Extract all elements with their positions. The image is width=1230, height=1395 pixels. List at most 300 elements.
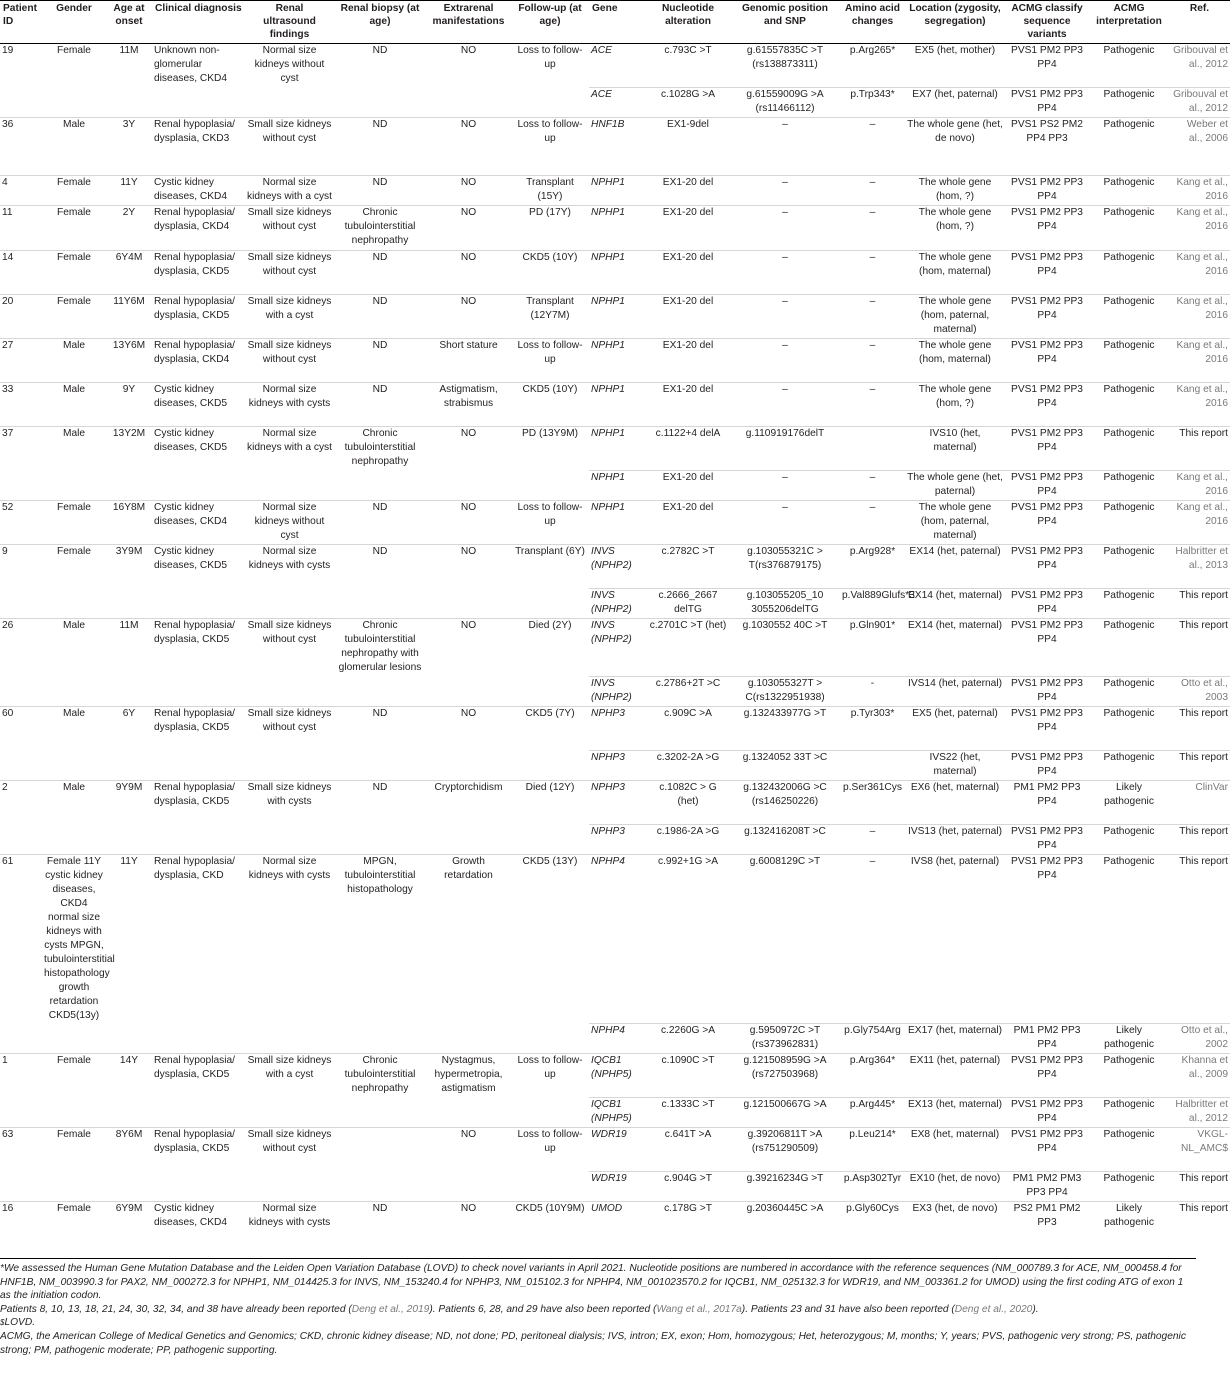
cell-extrarenal: NO (426, 251, 511, 295)
cell-nucleotide: c.2666_2667 delTG (646, 589, 730, 619)
cell-gender: Female 11Y cystic kidney diseases, CKD4 normal size kidneys with cysts MPGN, tubulointerstitial histopathology growth retardation CKD5(13y) (42, 855, 106, 1024)
cell-interpretation: Pathogenic (1089, 501, 1169, 545)
table-row (0, 176, 1230, 206)
table-body (0, 44, 1230, 1242)
cell-ref[interactable]: This report (1169, 825, 1230, 855)
cell-diagnosis: Cystic kidney diseases, CKD5 (152, 383, 245, 427)
table-row (0, 295, 1230, 339)
cell-interpretation: Pathogenic (1089, 471, 1169, 501)
cell-acmg: PM1 PM2 PM3 PP3 PP4 (1005, 1172, 1089, 1202)
cell-ref[interactable]: This report (1169, 589, 1230, 619)
cell-gender: Male (42, 781, 106, 825)
cell-ref[interactable]: Gribouval et al., 2012 (1169, 44, 1230, 88)
cell-biopsy: MPGN, tubulointerstitial histopathology (334, 855, 426, 1024)
cell-ref[interactable]: This report (1169, 619, 1230, 677)
cell-diagnosis: Cystic kidney diseases, CKD4 (152, 1202, 245, 1242)
cell-nucleotide: c.1333C >T (646, 1098, 730, 1128)
header-renal-biopsy: Renal biopsy (at age) (334, 1, 426, 44)
cell-amino-acid: p.Ser361Cys (840, 781, 905, 825)
cell-amino-acid: – (840, 471, 905, 501)
cell-extrarenal (426, 589, 511, 619)
cell-amino-acid: – (840, 383, 905, 427)
cell-acmg: PVS1 PM2 PP3 PP4 (1005, 1054, 1089, 1098)
cell-amino-acid: p.Arg445* (840, 1098, 905, 1128)
cell-age (106, 1024, 152, 1054)
cell-interpretation: Pathogenic (1089, 427, 1169, 471)
cell-location: The whole gene (hom, ?) (905, 383, 1005, 427)
cell-diagnosis: Cystic kidney diseases, CKD5 (152, 427, 245, 471)
cell-extrarenal (426, 677, 511, 707)
cell-ultrasound (245, 88, 334, 118)
cell-genomic: – (730, 339, 840, 383)
cell-gene: WDR19 (589, 1128, 646, 1172)
cell-extrarenal (426, 88, 511, 118)
cell-acmg: PVS1 PM2 PP3 PP4 (1005, 1128, 1089, 1172)
cell-acmg: PVS1 PM2 PP3 PP4 (1005, 88, 1089, 118)
cell-genomic: g.110919176delT (730, 427, 840, 471)
cell-interpretation: Pathogenic (1089, 1098, 1169, 1128)
cell-amino-acid: – (840, 855, 905, 1024)
cell-interpretation: Pathogenic (1089, 44, 1169, 88)
cell-ultrasound: Normal size kidneys with cysts (245, 545, 334, 589)
header-amino-acid: Amino acid changes (840, 1, 905, 44)
cell-patient-id: 61 (0, 855, 42, 1024)
cell-gender: Male (42, 383, 106, 427)
cell-extrarenal: Astigmatism, strabismus (426, 383, 511, 427)
cell-ref[interactable]: Halbritter et al., 2013 (1169, 545, 1230, 589)
cell-location: The whole gene (hom, paternal, maternal) (905, 295, 1005, 339)
ref-link[interactable]: Deng et al., 2020 (954, 1303, 1033, 1315)
cell-patient-id: 27 (0, 339, 42, 383)
cell-diagnosis: Renal hypoplasia/ dysplasia, CKD5 (152, 1054, 245, 1098)
cell-biopsy: ND (334, 1202, 426, 1242)
cell-gender (42, 589, 106, 619)
cell-ref[interactable]: This report (1169, 707, 1230, 751)
cell-interpretation: Pathogenic (1089, 589, 1169, 619)
cell-gene: IQCB1 (NPHP5) (589, 1054, 646, 1098)
cell-gene: INVS (NPHP2) (589, 589, 646, 619)
header-gender: Gender (42, 1, 106, 44)
cell-patient-id (0, 1024, 42, 1054)
cell-amino-acid (840, 427, 905, 471)
cell-gene: WDR19 (589, 1172, 646, 1202)
cell-interpretation: Pathogenic (1089, 707, 1169, 751)
cell-biopsy: Chronic tubulointerstitial nephropathy with glomerular lesions (334, 619, 426, 677)
cell-follow-up: PD (17Y) (511, 206, 589, 251)
cell-biopsy: ND (334, 339, 426, 383)
cell-interpretation: Pathogenic (1089, 339, 1169, 383)
cell-ref[interactable]: Gribouval et al., 2012 (1169, 88, 1230, 118)
cell-age: 9Y9M (106, 781, 152, 825)
cell-biopsy: ND (334, 118, 426, 176)
table-row (0, 619, 1230, 677)
cell-extrarenal: NO (426, 295, 511, 339)
cell-acmg: PVS1 PM2 PP3 PP4 (1005, 44, 1089, 88)
cell-extrarenal (426, 825, 511, 855)
cell-nucleotide: c.178G >T (646, 1202, 730, 1242)
cell-genomic: – (730, 471, 840, 501)
cell-gender: Female (42, 295, 106, 339)
cell-acmg: PVS1 PM2 PP3 PP4 (1005, 751, 1089, 781)
cell-acmg: PM1 PM2 PP3 PP4 (1005, 781, 1089, 825)
cell-ref[interactable]: Weber et al., 2006 (1169, 118, 1230, 176)
cell-interpretation: Pathogenic (1089, 677, 1169, 707)
cell-interpretation: Pathogenic (1089, 751, 1169, 781)
table-row (0, 677, 1230, 707)
footnote-abbreviations: ACMG, the American College of Medical Genetics and Genomics; CKD, chronic kidney disease; ND, not done; PD, peritoneal dialysis; IVS, intron; EX, exon; Hom, homozygous; Het, heterozygous; M, months; Y, years; PVS, pathogenic very strong; PS, pathogenic strong; PM, pathogenic moderate; PP, pathogenic supporting. (0, 1330, 1186, 1356)
cell-diagnosis: Renal hypoplasia/ dysplasia, CKD5 (152, 781, 245, 825)
table-row (0, 339, 1230, 383)
cell-gender: Male (42, 427, 106, 471)
cell-gene: NPHP4 (589, 1024, 646, 1054)
cell-age: 11Y (106, 176, 152, 206)
cell-age: 11Y (106, 855, 152, 1024)
cell-ref[interactable]: This report (1169, 751, 1230, 781)
cell-follow-up (511, 751, 589, 781)
cell-gender: Male (42, 707, 106, 751)
cell-nucleotide: c.3202-2A >G (646, 751, 730, 781)
header-gene: Gene (589, 1, 646, 44)
cell-follow-up (511, 677, 589, 707)
cell-interpretation: Pathogenic (1089, 88, 1169, 118)
cell-nucleotide: EX1-20 del (646, 206, 730, 251)
cell-genomic: g.39206811T >A (rs751290509) (730, 1128, 840, 1172)
cell-patient-id (0, 1098, 42, 1128)
cell-diagnosis (152, 1098, 245, 1128)
cell-extrarenal (426, 1098, 511, 1128)
cell-nucleotide: c.1122+4 delA (646, 427, 730, 471)
cell-diagnosis (152, 589, 245, 619)
cell-acmg: PVS1 PM2 PP3 PP4 (1005, 589, 1089, 619)
cell-patient-id: 1 (0, 1054, 42, 1098)
cell-acmg: PVS1 PM2 PP3 PP4 (1005, 383, 1089, 427)
cell-nucleotide: c.1986-2A >G (646, 825, 730, 855)
cell-extrarenal: Short stature (426, 339, 511, 383)
table-header-row (0, 1, 1230, 44)
cell-patient-id: 14 (0, 251, 42, 295)
cell-interpretation: Pathogenic (1089, 118, 1169, 176)
cell-extrarenal: NO (426, 176, 511, 206)
cell-interpretation: Pathogenic (1089, 1128, 1169, 1172)
cell-follow-up (511, 1024, 589, 1054)
cell-follow-up: CKD5 (7Y) (511, 707, 589, 751)
cell-amino-acid: p.Gly754Arg (840, 1024, 905, 1054)
cell-location: IVS10 (het, maternal) (905, 427, 1005, 471)
cell-ultrasound: Small size kidneys without cyst (245, 339, 334, 383)
cell-follow-up: PD (13Y9M) (511, 427, 589, 471)
cell-gender: Female (42, 251, 106, 295)
cell-extrarenal: NO (426, 501, 511, 545)
cell-diagnosis: Renal hypoplasia/ dysplasia, CKD4 (152, 339, 245, 383)
cell-ultrasound: Small size kidneys without cyst (245, 118, 334, 176)
cell-age (106, 1098, 152, 1128)
cell-extrarenal (426, 751, 511, 781)
cell-diagnosis: Renal hypoplasia/ dysplasia, CKD5 (152, 619, 245, 677)
cell-extrarenal: NO (426, 206, 511, 251)
cell-ultrasound: Normal size kidneys with cysts (245, 383, 334, 427)
cell-genomic: – (730, 206, 840, 251)
cell-biopsy: ND (334, 251, 426, 295)
cell-location: The whole gene (hom, maternal) (905, 251, 1005, 295)
cell-diagnosis (152, 751, 245, 781)
cell-genomic: – (730, 118, 840, 176)
cell-ref[interactable]: Kang et al., 2016 (1169, 295, 1230, 339)
cell-nucleotide: c.909C >A (646, 707, 730, 751)
cell-age (106, 589, 152, 619)
cell-gene: NPHP1 (589, 471, 646, 501)
cell-interpretation: Pathogenic (1089, 383, 1169, 427)
cell-acmg: PVS1 PM2 PP3 PP4 (1005, 176, 1089, 206)
cell-acmg: PVS1 PM2 PP3 PP4 (1005, 677, 1089, 707)
cell-ref[interactable]: Halbritter et al., 2012 (1169, 1098, 1230, 1128)
cell-gender (42, 751, 106, 781)
cell-amino-acid: – (840, 825, 905, 855)
cell-amino-acid: p.Gln901* (840, 619, 905, 677)
cell-genomic: – (730, 295, 840, 339)
cell-age: 9Y (106, 383, 152, 427)
cell-acmg: PVS1 PM2 PP3 PP4 (1005, 427, 1089, 471)
cell-ref[interactable]: This report (1169, 427, 1230, 471)
cell-patient-id: 4 (0, 176, 42, 206)
cell-ref[interactable]: Kang et al., 2016 (1169, 339, 1230, 383)
cell-genomic: g.39216234G >T (730, 1172, 840, 1202)
cell-ref[interactable]: Kang et al., 2016 (1169, 176, 1230, 206)
cell-gene: INVS (NPHP2) (589, 677, 646, 707)
cell-biopsy (334, 1172, 426, 1202)
header-clinical-diagnosis: Clinical diagnosis (152, 1, 245, 44)
cell-amino-acid: – (840, 206, 905, 251)
cell-ref[interactable]: This report (1169, 1202, 1230, 1242)
table-row (0, 471, 1230, 501)
cell-acmg: PM1 PM2 PP3 PP4 (1005, 1024, 1089, 1054)
cell-follow-up: Transplant (6Y) (511, 545, 589, 589)
cell-nucleotide: EX1-20 del (646, 501, 730, 545)
cell-follow-up: Died (2Y) (511, 619, 589, 677)
cell-ref[interactable]: Kang et al., 2016 (1169, 251, 1230, 295)
cell-follow-up: Transplant (15Y) (511, 176, 589, 206)
cell-gene: NPHP3 (589, 751, 646, 781)
cell-location: EX14 (het, paternal) (905, 545, 1005, 589)
cell-follow-up (511, 589, 589, 619)
cell-diagnosis (152, 677, 245, 707)
table-row (0, 1098, 1230, 1128)
cell-diagnosis (152, 1024, 245, 1054)
ref-link[interactable]: Wang et al., 2017a (656, 1303, 742, 1315)
cell-follow-up (511, 825, 589, 855)
cell-gene: NPHP4 (589, 855, 646, 1024)
header-acmg-classify: ACMG classify sequence variants (1005, 1, 1089, 44)
cell-age (106, 751, 152, 781)
cell-nucleotide: EX1-20 del (646, 471, 730, 501)
cell-extrarenal: Nystagmus, hypermetropia, astigmatism (426, 1054, 511, 1098)
cell-interpretation: Pathogenic (1089, 176, 1169, 206)
cell-ref[interactable]: Kang et al., 2016 (1169, 383, 1230, 427)
cell-patient-id: 11 (0, 206, 42, 251)
cell-ref[interactable]: Otto et al., 2002 (1169, 1024, 1230, 1054)
cell-nucleotide: EX1-20 del (646, 295, 730, 339)
cell-interpretation: Pathogenic (1089, 825, 1169, 855)
cell-ultrasound: Normal size kidneys with cysts (245, 855, 334, 1024)
cell-diagnosis (152, 471, 245, 501)
cell-nucleotide: c.1082C > G (het) (646, 781, 730, 825)
cell-patient-id (0, 751, 42, 781)
cell-patient-id: 52 (0, 501, 42, 545)
cell-ultrasound: Small size kidneys without cyst (245, 707, 334, 751)
header-ref: Ref. (1169, 1, 1230, 44)
cell-ref[interactable]: Kang et al., 2016 (1169, 471, 1230, 501)
cell-follow-up: Loss to follow-up (511, 339, 589, 383)
cell-diagnosis (152, 825, 245, 855)
cell-acmg: PVS1 PM2 PP3 PP4 (1005, 545, 1089, 589)
cell-extrarenal: NO (426, 1202, 511, 1242)
cell-nucleotide: c.2782C >T (646, 545, 730, 589)
cell-ref[interactable]: Otto et al., 2003 (1169, 677, 1230, 707)
cell-interpretation: Likely pathogenic (1089, 1024, 1169, 1054)
cell-ref[interactable]: Khanna et al., 2009 (1169, 1054, 1230, 1098)
cell-amino-acid: p.Leu214* (840, 1128, 905, 1172)
cell-extrarenal (426, 1172, 511, 1202)
cell-follow-up: Loss to follow-up (511, 1054, 589, 1098)
cell-ref[interactable]: ClinVar (1169, 781, 1230, 825)
cell-genomic: g.121500667G >A (730, 1098, 840, 1128)
cell-age: 11M (106, 44, 152, 88)
table-row (0, 118, 1230, 176)
cell-acmg: PVS1 PM2 PP3 PP4 (1005, 251, 1089, 295)
header-location: Location (zygosity, segregation) (905, 1, 1005, 44)
cell-patient-id: 19 (0, 44, 42, 88)
cell-biopsy: Chronic tubulointerstitial nephropathy (334, 206, 426, 251)
cell-gene: ACE (589, 88, 646, 118)
cell-age: 8Y6M (106, 1128, 152, 1172)
cell-gender (42, 88, 106, 118)
cell-gene: NPHP1 (589, 427, 646, 471)
cell-amino-acid: - (840, 677, 905, 707)
cell-location: EX10 (het, de novo) (905, 1172, 1005, 1202)
cell-age: 11M (106, 619, 152, 677)
cell-follow-up (511, 88, 589, 118)
cell-interpretation: Likely pathogenic (1089, 781, 1169, 825)
cell-ref[interactable]: This report (1169, 1172, 1230, 1202)
cell-patient-id (0, 589, 42, 619)
cell-diagnosis: Cystic kidney diseases, CKD5 (152, 545, 245, 589)
cell-ref[interactable]: Kang et al., 2016 (1169, 206, 1230, 251)
cell-patient-id: 60 (0, 707, 42, 751)
cell-genomic: – (730, 176, 840, 206)
cell-ultrasound: Small size kidneys without cyst (245, 251, 334, 295)
cell-ultrasound: Normal size kidneys with a cyst (245, 176, 334, 206)
cell-amino-acid: p.Tyr303* (840, 707, 905, 751)
cell-extrarenal: NO (426, 707, 511, 751)
cell-ref[interactable]: VKGL-NL_AMC$ (1169, 1128, 1230, 1172)
cell-biopsy: Chronic tubulointerstitial nephropathy (334, 427, 426, 471)
cell-nucleotide: c.2701C >T (het) (646, 619, 730, 677)
cell-gene: NPHP3 (589, 781, 646, 825)
cell-gene: NPHP1 (589, 176, 646, 206)
cell-genomic: g.6008129C >T (730, 855, 840, 1024)
cell-acmg: PVS1 PM2 PP3 PP4 (1005, 295, 1089, 339)
cell-biopsy: ND (334, 295, 426, 339)
table-row (0, 1054, 1230, 1098)
cell-patient-id: 36 (0, 118, 42, 176)
cell-follow-up: Loss to follow-up (511, 44, 589, 88)
table-row (0, 751, 1230, 781)
table-row (0, 44, 1230, 88)
cell-diagnosis: Renal hypoplasia/ dysplasia, CKD5 (152, 251, 245, 295)
cell-interpretation: Pathogenic (1089, 1054, 1169, 1098)
cell-location: IVS8 (het, paternal) (905, 855, 1005, 1024)
cell-genomic: g.121508959G >A (rs727503968) (730, 1054, 840, 1098)
cell-gene: NPHP1 (589, 295, 646, 339)
ref-link[interactable]: Deng et al., 2019 (351, 1303, 430, 1315)
cell-ultrasound: Normal size kidneys with a cyst (245, 427, 334, 471)
cell-diagnosis: Unknown non-glomerular diseases, CKD4 (152, 44, 245, 88)
cell-acmg: PS2 PM1 PM2 PP3 (1005, 1202, 1089, 1242)
cell-acmg: PVS1 PM2 PP3 PP4 (1005, 1098, 1089, 1128)
table-row (0, 1172, 1230, 1202)
cell-genomic: g.61559009G >A (rs11466112) (730, 88, 840, 118)
cell-biopsy: ND (334, 781, 426, 825)
cell-genomic: g.103055327T > C(rs1322951938) (730, 677, 840, 707)
cell-location: The whole gene (hom, maternal) (905, 339, 1005, 383)
cell-amino-acid: p.Trp343* (840, 88, 905, 118)
cell-follow-up: Loss to follow-up (511, 118, 589, 176)
table-row (0, 781, 1230, 825)
cell-extrarenal: Growth retardation (426, 855, 511, 1024)
cell-age: 14Y (106, 1054, 152, 1098)
cell-location: EX14 (het, maternal) (905, 619, 1005, 677)
cell-amino-acid: – (840, 118, 905, 176)
cell-diagnosis: Renal hypoplasia/ dysplasia, CKD3 (152, 118, 245, 176)
cell-ref[interactable]: Kang et al., 2016 (1169, 501, 1230, 545)
cell-follow-up: CKD5 (10Y) (511, 383, 589, 427)
cell-acmg: PVS1 PM2 PP3 PP4 (1005, 619, 1089, 677)
cell-genomic: g.1030552 40C >T (730, 619, 840, 677)
header-nucleotide: Nucleotide alteration (646, 1, 730, 44)
cell-gender: Female (42, 545, 106, 589)
cell-patient-id: 63 (0, 1128, 42, 1172)
cell-nucleotide: c.904G >T (646, 1172, 730, 1202)
cell-ultrasound (245, 471, 334, 501)
cell-location: The whole gene (hom, ?) (905, 176, 1005, 206)
cell-diagnosis: Renal hypoplasia/ dysplasia, CKD (152, 855, 245, 1024)
cell-extrarenal: NO (426, 545, 511, 589)
cell-genomic: g.20360445C >A (730, 1202, 840, 1242)
cell-gender (42, 677, 106, 707)
cell-follow-up: Transplant (12Y7M) (511, 295, 589, 339)
cell-location: The whole gene (het, de novo) (905, 118, 1005, 176)
cell-ultrasound: Small size kidneys with a cyst (245, 295, 334, 339)
cell-genomic: – (730, 251, 840, 295)
cell-acmg: PVS1 PM2 PP3 PP4 (1005, 206, 1089, 251)
cell-location: EX17 (het, maternal) (905, 1024, 1005, 1054)
cell-ultrasound: Small size kidneys without cyst (245, 206, 334, 251)
cell-interpretation: Pathogenic (1089, 619, 1169, 677)
cell-genomic: g.103055205_10 3055206delTG (730, 589, 840, 619)
table-row (0, 1128, 1230, 1172)
cell-ultrasound (245, 589, 334, 619)
cell-genomic: g.1324052 33T >C (730, 751, 840, 781)
cell-age (106, 825, 152, 855)
cell-extrarenal: NO (426, 118, 511, 176)
cell-ultrasound: Normal size kidneys without cyst (245, 44, 334, 88)
table-footnotes (0, 1258, 1196, 1357)
cell-ref[interactable]: This report (1169, 855, 1230, 1024)
cell-biopsy: ND (334, 501, 426, 545)
cell-genomic: g.132433977G >T (730, 707, 840, 751)
cell-age: 3Y (106, 118, 152, 176)
cell-nucleotide: c.793C >T (646, 44, 730, 88)
cell-gene: NPHP1 (589, 501, 646, 545)
